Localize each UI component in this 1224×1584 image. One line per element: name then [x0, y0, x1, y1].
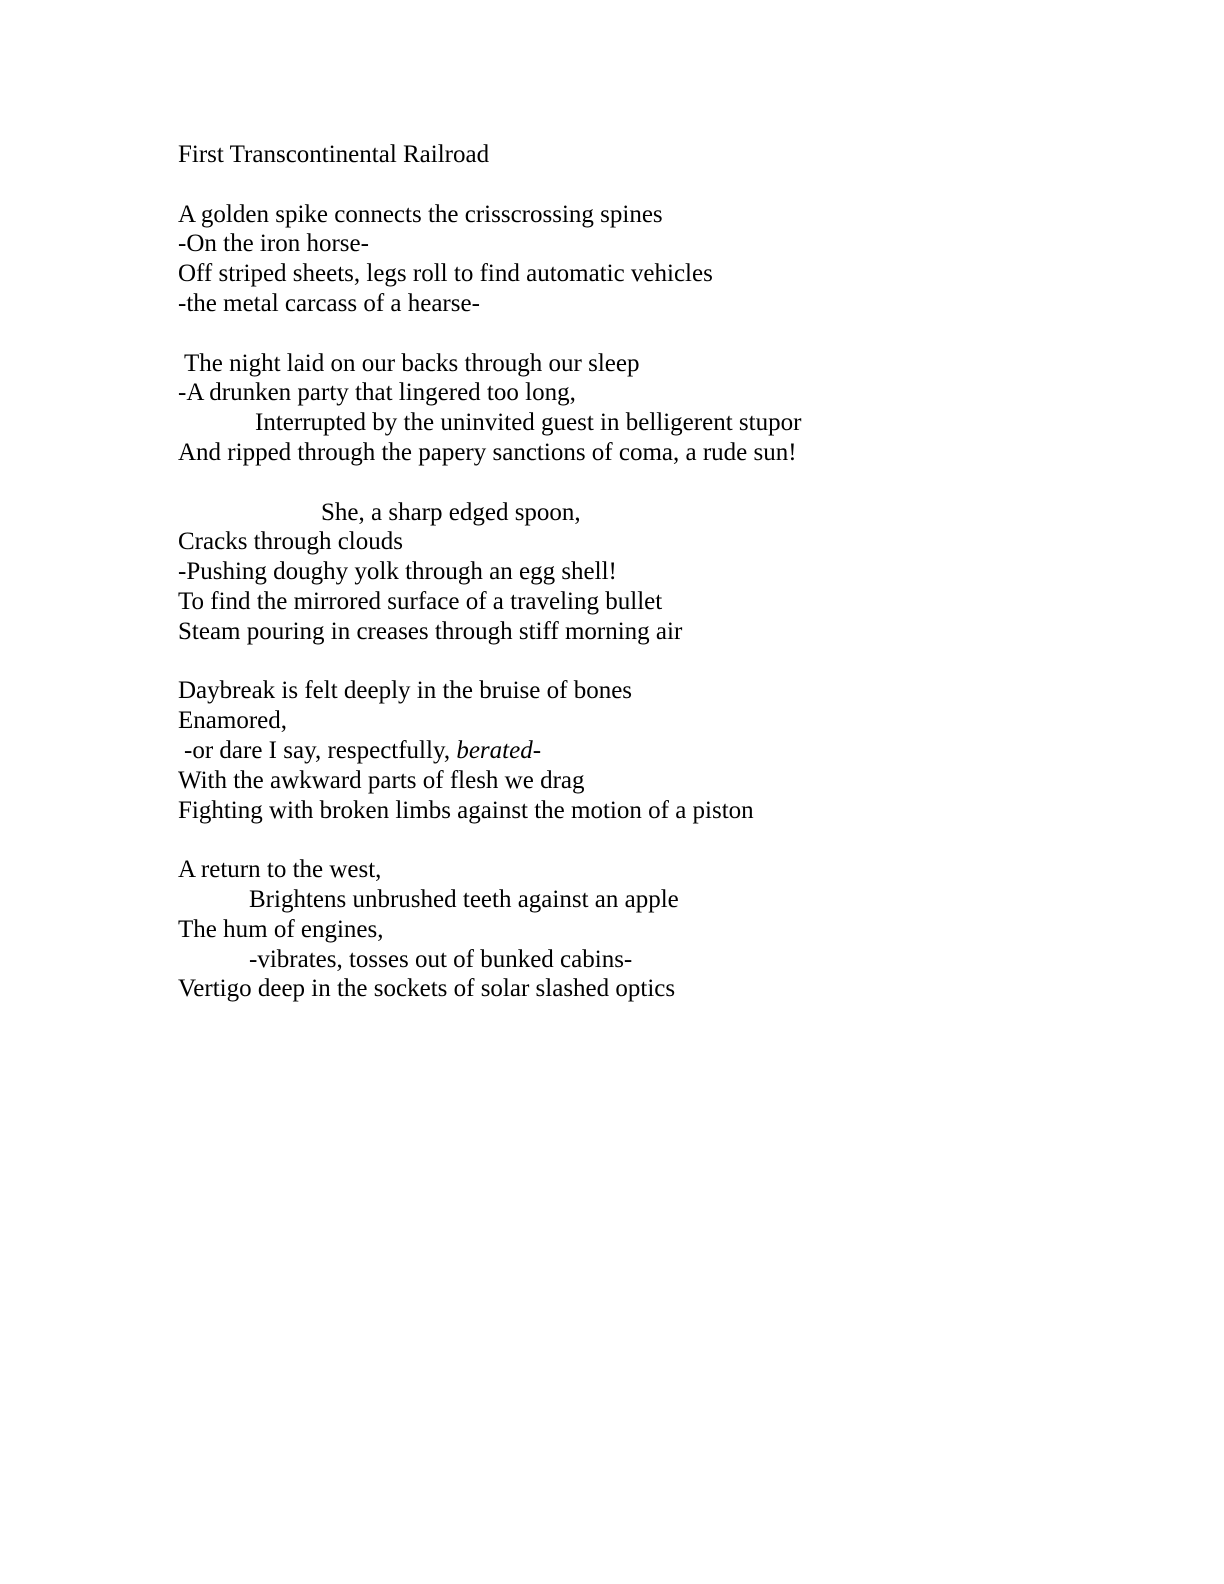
stanza-2: [178, 349, 1138, 468]
poem-line: A return to the west,: [178, 856, 382, 884]
poem-title: First Transcontinental Railroad: [178, 141, 490, 168]
poem-line: Vertigo deep in the sockets of solar slashed optics: [178, 975, 676, 1003]
poem-line: With the awkward parts of flesh we drag: [178, 766, 585, 794]
poem-line: Off striped sheets, legs roll to find automatic vehicles: [178, 260, 713, 288]
poem-line: Fighting with broken limbs against the motion of a piston: [178, 796, 754, 824]
poem-line: She, a sharp edged spoon,: [321, 498, 581, 526]
poem-line: -A drunken party that lingered too long,: [178, 379, 576, 407]
poem-line: [178, 736, 1138, 766]
poem-line: -vibrates, tosses out of bunked cabins-: [249, 945, 633, 973]
poem-line: The night laid on our backs through our sleep: [184, 349, 640, 377]
poem-body: [178, 140, 1138, 1004]
poem-line: Steam pouring in creases through stiff morning air: [178, 617, 683, 645]
stanza-5: [178, 855, 1138, 1004]
poem-line: A golden spike connects the crisscrossing spines: [178, 200, 663, 228]
poem-line: -On the iron horse-: [178, 230, 369, 258]
poem-line: And ripped through the papery sanctions of coma, a rude sun!: [178, 438, 797, 466]
poem-line: Cracks through clouds: [178, 528, 403, 556]
stanza-1: [178, 200, 1138, 319]
italic-text: berated-: [456, 736, 542, 764]
poem-line: -Pushing doughy yolk through an egg shell!: [178, 558, 617, 586]
poem-line: Daybreak is felt deeply in the bruise of bones: [178, 677, 633, 705]
poem-line-text: -or dare I say, respectfully,: [184, 736, 457, 764]
poem-line: Interrupted by the uninvited guest in belligerent stupor: [255, 409, 802, 437]
stanza-3: [178, 498, 1138, 647]
poem-line: The hum of engines,: [178, 915, 384, 943]
poem-line: Brightens unbrushed teeth against an apple: [249, 885, 679, 913]
poem-line: -the metal carcass of a hearse-: [178, 289, 480, 317]
poem-line: Enamored,: [178, 707, 287, 735]
poem-line: To find the mirrored surface of a traveling bullet: [178, 587, 663, 615]
stanza-4: [178, 676, 1138, 825]
